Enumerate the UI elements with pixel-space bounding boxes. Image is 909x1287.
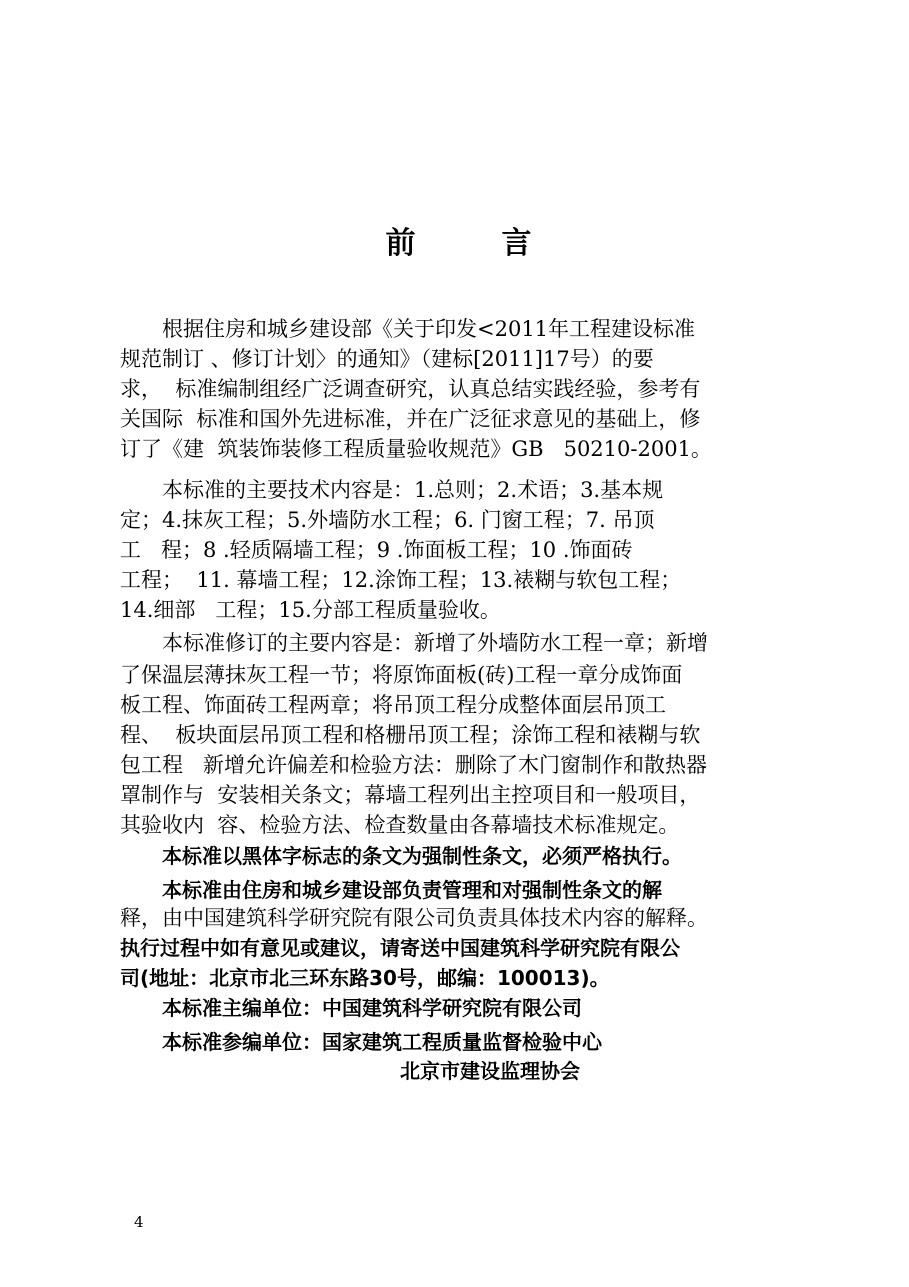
text-line-9: 工程； 11. 幕墙工程；12.涂饰工程；13.裱糊与软包工程； <box>120 568 682 592</box>
text-line-5: 订了《建 筑装饰装修工程质量验收规范》GB 50210-2001。 <box>120 437 712 461</box>
text-line-11: 本标准修订的主要内容是：新增了外墙防水工程一章；新增 <box>162 631 708 655</box>
page-title-char-2: 言 <box>501 226 532 261</box>
text-line-2: 规范制订 、修订计划〉的通知》（建标[2011]17号）的要 <box>120 347 654 371</box>
text-line-1: 根据住房和城乡建设部《关于印发<2011年工程建设标准 <box>162 317 696 341</box>
text-line-20: 释，由中国建筑科学研究院有限公司负责具体技术内容的解释。 <box>120 906 708 930</box>
text-line-4: 关国际 标准和国外先进标准，并在广泛征求意见的基础上，修 <box>120 407 701 431</box>
text-line-25: 北京市建设监理协会 <box>400 1059 580 1083</box>
text-line-23: 本标准主编单位：中国建筑科学研究院有限公司 <box>162 996 582 1020</box>
text-line-3: 求， 标准编制组经广泛调查研究，认真总结实践经验，参考有 <box>120 377 701 401</box>
text-line-18: 本标准以黑体字标志的条文为强制性条文，必须严格执行。 <box>162 844 682 868</box>
text-line-14: 程、 板块面层吊顶工程和格栅吊顶工程；涂饰工程和裱糊与软 <box>120 723 701 747</box>
text-line-7: 定；4.抹灰工程；5.外墙防水工程；6. 门窗工程；7. 吊顶 <box>120 508 655 532</box>
text-line-21: 执行过程中如有意见或建议，请寄送中国建筑科学研究院有限公 <box>120 936 680 960</box>
text-line-17: 其验收内 容、检验方法、检查数量由各幕墙技术标准规定。 <box>120 813 680 837</box>
page-number: 4 <box>134 1213 144 1231</box>
text-line-15: 包工程 新增允许偏差和检验方法：删除了木门窗制作和散热器 <box>120 753 708 777</box>
text-line-10: 14.细部 工程；15.分部工程质量验收。 <box>120 598 501 622</box>
text-line-6: 本标准的主要技术内容是：1.总则；2.术语；3.基本规 <box>162 478 664 502</box>
page-title-char-1: 前 <box>385 226 416 261</box>
text-line-22: 司(地址：北京市北三环东路30号，邮编：100013)。 <box>120 966 610 990</box>
text-line-13: 板工程、饰面砖工程两章；将吊顶工程分成整体面层吊顶工 <box>120 693 666 717</box>
text-line-16: 罩制作与 安装相关条文；幕墙工程列出主控项目和一般项目， <box>120 783 701 807</box>
text-line-12: 了保温层薄抹灰工程一节；将原饰面板(砖)工程一章分成饰面 <box>120 663 683 687</box>
text-line-8: 工 程；8 .轻质隔墙工程；9 .饰面板工程；10 .饰面砖 <box>120 538 633 562</box>
text-line-24: 本标准参编单位：国家建筑工程质量监督检验中心 <box>162 1030 602 1054</box>
text-line-19: 本标准由住房和城乡建设部负责管理和对强制性条文的解 <box>162 878 662 902</box>
page-title <box>0 222 909 266</box>
